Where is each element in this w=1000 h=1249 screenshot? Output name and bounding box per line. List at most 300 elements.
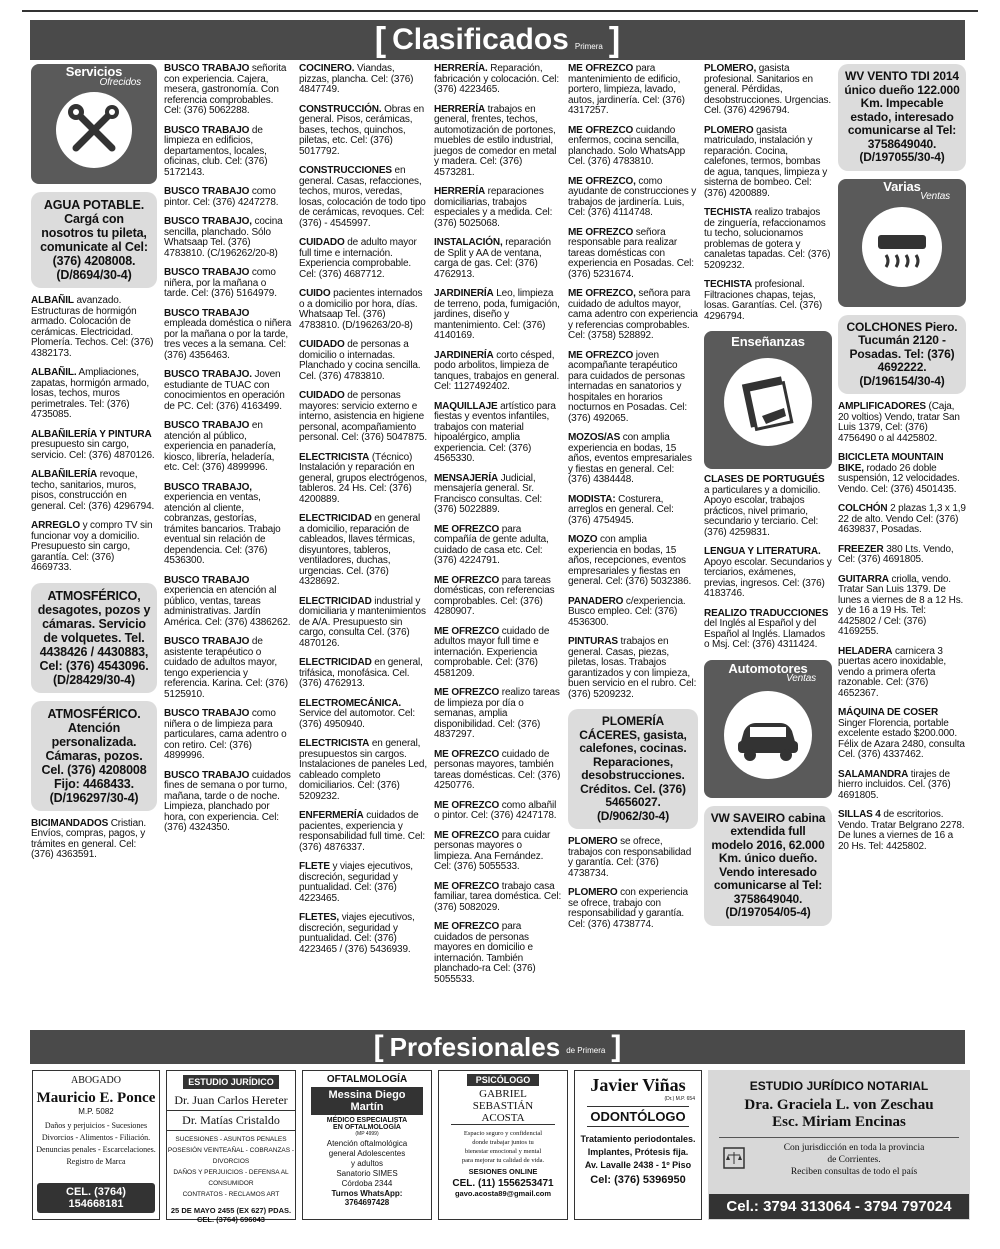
ad-text: de asistente terapéutico o cuidado de adultos mayor, tengo experiencia y referencia. Karina. Cel: (376) 5125910.: [164, 636, 288, 700]
classified-ad: [568, 177, 698, 219]
classified-ad: [434, 402, 562, 465]
ad-keyword: FLETE: [299, 861, 330, 872]
card-lines: Tratamiento periodontales. Implantes, Prótesis fija. Av. Lavalle 2438 - 1º Piso: [580, 1134, 696, 1170]
classified-ad: [838, 770, 966, 802]
classified-ad: [31, 430, 157, 462]
classified-ad: [434, 882, 562, 914]
ad-keyword: ME OFREZCO: [568, 226, 634, 238]
ad-keyword: CUIDO: [299, 288, 331, 299]
ad-text: del Inglés al Español y del Español al Inglés. Llamados o Msj. Cel: (376) 4311424.: [704, 618, 826, 650]
ad-keyword: PANADERO: [568, 595, 624, 607]
ad-text: empleada doméstica o niñera por la mañana o por la tarde, tres veces a la semana. Cel: (376) 4356463.: [164, 318, 292, 361]
ad-text: Costurera, arreglos en general. Cel: (376) 4754945.: [568, 493, 674, 526]
ad-keyword: ALBAÑILERÍA: [31, 469, 98, 480]
ad-keyword: HERRERÍA: [434, 186, 486, 197]
ad-keyword: TECHISTA: [704, 207, 753, 218]
card-heading: ABOGADO: [71, 1075, 121, 1086]
car-icon: [704, 689, 832, 781]
ad-text: a particulares y a domicilio. Apoyo escolar, trabajos prácticos, nivel primario, secundario y terciario. Cel: (376) 4259831.: [704, 484, 821, 538]
ad-keyword: MÁQUINA DE COSER: [838, 707, 939, 718]
profesionales-banner: [ Profesionales de Primera ]: [30, 1030, 965, 1064]
classified-ad: [434, 474, 562, 516]
ad-text: como niñera o de limpieza para particulares, cama adentro o con retiro. Cel: (376) 4899996.: [164, 708, 287, 761]
ad-text: rodado 26 doble suspensión, 12 velocidades. Vendo. Cel: (376) 4501435.: [838, 462, 960, 495]
card-mp: (MP 4999): [355, 1131, 379, 1137]
classified-ad: [568, 433, 698, 486]
ad-keyword: BUSCO TRABAJO: [164, 636, 250, 647]
classified-ad: [434, 289, 562, 342]
ad-text: revoque, techo, sanitarios, muros, pisos, construcción en general. Cel: (376) 4296794.: [31, 469, 155, 512]
card-phone: 3764697428: [344, 1198, 390, 1207]
ad-keyword: MAQUILLAJE: [434, 400, 498, 412]
section-title: Automotores: [728, 660, 808, 676]
classified-ad: [704, 64, 832, 117]
ad-text: para compañía de gente adulta, cuidado de casa etc. Cel: (376) 4224791.: [434, 523, 549, 566]
classified-ad: [299, 64, 427, 96]
classified-ad: [838, 453, 966, 495]
tools-icon: [31, 90, 157, 170]
ad-keyword: ME OFREZCO: [434, 799, 500, 811]
ad-keyword: PINTURAS: [568, 636, 618, 647]
classified-ad: [838, 545, 966, 566]
card-lines: Con jurisdicción en toda la provincia de Corrientes. Reciben consultas de todo el país: [783, 1143, 925, 1177]
ad-text: de personas a domicilio o internadas. Planchado y cocina sencilla. Cel. (376) 4783810.: [299, 339, 421, 382]
classified-ad: [568, 597, 698, 629]
card-mp: M.P. 5082: [78, 1107, 114, 1116]
card-footer: CEL. (3764) 154668181: [37, 1183, 155, 1213]
classified-ad: [299, 340, 427, 382]
ad-keyword: PLOMERO: [704, 124, 754, 136]
ad-keyword: ME OFREZCO: [434, 687, 500, 698]
classified-ad: [164, 483, 292, 567]
classified-ad: [704, 280, 832, 322]
ad-box-colchones-piero: COLCHONES Piero. Tucumán 2120 - Posadas. Tel: (376) 4692222. (D/196154/30-4): [838, 315, 966, 395]
ad-keyword: CUIDADO: [299, 390, 345, 401]
ad-keyword: BUSCO TRABAJO: [164, 267, 250, 278]
classified-ad: [299, 913, 427, 955]
card-name: Dr. Matías Cristaldo: [167, 1113, 295, 1131]
ad-box-plomeria-caceres: PLOMERÍA CÁCERES, gasista, calefones, cocinas. Reparaciones, desobstrucciones. Créditos. Cel. (376) 54656027. (D/9062/30-4): [568, 709, 698, 829]
ad-keyword: ME OFREZCO: [434, 829, 500, 841]
ad-text: gasista profesional. Sanitarios en general. Pérdidas, desobstrucciones. Urgencias. Cel. (376) 4296794.: [704, 63, 831, 116]
ad-box-vw-saveiro: VW SAVEIRO cabina extendida full modelo 2016, 62.000 Km. único dueño. Vendo interesado comunicarse al Tel: 3758649040. (D/197054/05-4): [704, 806, 832, 926]
classified-ad: [164, 771, 292, 834]
classified-ad: [164, 370, 292, 412]
ad-keyword: CLASES DE PORTUGUÉS: [704, 474, 825, 485]
ad-keyword: HERRERÍA: [434, 103, 486, 115]
ad-text: cuidado de adultos mayor full time e internación. Experiencia comprobable. Cel: (376) 4581209.: [434, 625, 550, 679]
classified-ad: [568, 495, 698, 527]
ad-text: para tareas domésticas, con referencias comprobables. Cel: (376) 4280907.: [434, 574, 555, 617]
ad-text: Obras en general. Pisos, cerámicas, bases, techos, quinchos, piletas, etc. Cel: (376) 5017792.: [299, 103, 425, 157]
classified-ad: [164, 217, 292, 259]
ensenanzas-section-header: [704, 331, 832, 469]
classified-ad: [31, 819, 157, 861]
ad-text: realizo tareas de limpieza por día o semanas, amplia disponibilidad. Cel: (376) 4837297.: [434, 687, 560, 740]
ad-keyword: ALBAÑIL.: [31, 367, 77, 378]
card-email: gavo.acosta89@gmail.com: [454, 1189, 552, 1198]
ad-text: presupuesto sin cargo, servicio. Cel: (376) 4870126.: [31, 439, 155, 461]
card-address: 25 DE MAYO 2455 (EX 627) PDAS.: [170, 1206, 292, 1215]
card-name: Dr. Juan Carlos Hereter: [167, 1093, 295, 1111]
ad-text: 2 plazas 1,3 x 1,9 22 de alto. Vendo Cel: (376) 4639837, Posadas.: [838, 503, 966, 535]
classified-ad: [31, 470, 157, 512]
ad-keyword: ALBAÑIL: [31, 295, 74, 306]
ad-keyword: ME OFREZCO: [568, 124, 634, 136]
ad-text: para cuidados de personas mayores en domicilio e internación. También planchado-ra Cel: (376) 5055533.: [434, 921, 536, 985]
classified-ad: [838, 504, 966, 536]
ad-keyword: ELECTRICIDAD: [299, 595, 372, 607]
ad-keyword: ALBAÑILERÍA Y PINTURA: [31, 428, 152, 440]
ad-text: señorita con experiencia. Cajera, mesera, gastronomía. Con referencia comprobables. Cel: (376) 5062288.: [164, 63, 287, 116]
ad-keyword: MOZOS/AS: [568, 432, 621, 443]
ad-keyword: BICIMANDADOS: [31, 817, 109, 829]
ad-text: cuidado de personas mayores, también tareas domésticas. Cel: (376) 4250776.: [434, 748, 561, 791]
classified-ad: [838, 575, 966, 638]
ad-keyword: PLOMERO,: [704, 63, 757, 74]
ad-text: Apoyo escolar. Secundarios y terciarios, exámenes, previas, ingresos. Cel: (376) 4183746.: [704, 556, 832, 599]
classified-ad: [164, 187, 292, 208]
column-2: [164, 64, 292, 843]
ad-keyword: ELECTRICIDAD: [299, 657, 372, 668]
ad-keyword: ME OFREZCO: [434, 748, 500, 760]
ad-keyword: GUITARRA: [838, 573, 889, 585]
ad-text: como pintor. Cel: (376) 4247278.: [164, 186, 279, 208]
heater-icon: [838, 205, 966, 289]
ad-keyword: FREEZER: [838, 543, 884, 555]
classified-ad: [434, 831, 562, 873]
ad-keyword: CUIDADO: [299, 237, 345, 248]
classified-ad: [434, 187, 562, 229]
ad-keyword: COCINERO.: [299, 63, 355, 74]
ad-keyword: CONSTRUCCIÓN.: [299, 103, 382, 115]
ad-keyword: ME OFREZCO: [434, 921, 500, 932]
classified-ad: [164, 637, 292, 700]
ad-keyword: JARDINERÍA: [434, 288, 494, 299]
ad-text: profesional. Filtraciones chapas, tejas, losas. Garantías. Cel. (376) 4296794.: [704, 279, 823, 322]
ad-list: [838, 402, 966, 852]
classified-ad: [434, 922, 562, 985]
ad-keyword: JARDINERÍA: [434, 349, 494, 361]
classified-ad: [838, 810, 966, 852]
ad-keyword: BUSCO TRABAJO: [164, 63, 250, 74]
ad-text: de personas mayores: servicio externo e interno, asistencia en higiene personal, acompañamiento personal. Cel: (376) 5047875.: [299, 390, 427, 443]
classified-ad: [434, 525, 562, 567]
ad-keyword: MENSAJERÍA: [434, 472, 499, 484]
classified-ad: [838, 647, 966, 700]
ad-keyword: ME OFREZCO,: [568, 175, 636, 187]
classified-ad: [164, 421, 292, 474]
card-phone: CEL. (11) 1556253471: [452, 1178, 554, 1189]
column-6: [704, 64, 832, 934]
ad-keyword: ELECTROMECÁNICA.: [299, 697, 402, 709]
ad-list: [31, 819, 157, 861]
ad-text: Service del automotor. Cel: (376) 4950940.: [299, 708, 416, 730]
ad-text: reparación de Split y AA de ventana, carga de gas. Cel: (376) 4762913.: [434, 237, 551, 280]
ad-text: se ofrece, trabajos con responsabilidad y garantía. Cel: (376) 4738734.: [568, 836, 692, 879]
classified-ad: [838, 402, 966, 444]
card-psicologo: [438, 1070, 568, 1220]
classified-ad: [568, 289, 698, 342]
ad-keyword: BUSCO TRABAJO.: [164, 369, 252, 380]
ad-keyword: BUSCO TRABAJO,: [164, 216, 252, 227]
ad-list: [704, 64, 832, 322]
section-subtitle: de Primera: [566, 1046, 606, 1055]
ad-text: Singer Florencia, portable excelente estado $200.000. Félix de Azara 2480, consulta Cel. (376) 4337462.: [838, 717, 965, 760]
ad-keyword: ME OFREZCO: [434, 574, 500, 586]
ad-text: en general, trifásica, monofásica. Cel. (376) 4762913.: [299, 657, 423, 689]
ad-text: Ampliaciones, zapatas, hormigón armado, losas, techos, muros perimetrales. Tel: (376) 4735085.: [31, 367, 149, 420]
card-odontologo: [574, 1070, 702, 1220]
classified-ad: [299, 862, 427, 904]
ad-keyword: AMPLIFICADORES: [838, 401, 926, 412]
ad-list: [31, 296, 157, 574]
section-subtitle: Ofrecidos: [99, 76, 141, 88]
card-estudio-juridico: [166, 1070, 296, 1224]
ad-keyword: BICICLETA MOUNTAIN BIKE,: [838, 452, 944, 474]
ad-text: en atención al público, experiencia en panadería, kiosco, librería, heladería, etc. Cel: (376) 4899996.: [164, 420, 276, 473]
ad-text: cocina sencilla, planchado. Sólo Whatsaap Tel. (376) 4783810. (C/196262/20-8): [164, 216, 283, 259]
ad-box-vw-vento: WV VENTO TDI 2014 único dueño 122.000 Km. Impecable estado, interesado comunicarse al Tel: 3758649040. (D/197055/30-4): [838, 64, 966, 171]
column-1: [31, 64, 157, 870]
page-title: Clasificados: [392, 23, 569, 56]
ad-text: experiencia en ventas, atención al cliente, cobranzas, gestorías, trámites bancarios. Trabajo eventual sin relación de dependencia. Cel: (376) 4536300.: [164, 492, 281, 566]
ad-keyword: TECHISTA: [704, 279, 753, 290]
section-title: Profesionales: [389, 1031, 561, 1062]
classified-ad: [704, 609, 832, 651]
classified-ad: [568, 535, 698, 588]
classified-ad: [704, 547, 832, 600]
section-title: Enseñanzas: [731, 334, 805, 349]
ad-keyword: HERRERÍA.: [434, 63, 488, 74]
ad-keyword: CUIDADO: [299, 339, 345, 350]
professional-cards: [30, 1070, 970, 1235]
card-estudio-notarial: [708, 1070, 970, 1220]
classified-ad: [568, 637, 698, 700]
card-specialty: EN OFTALMOLOGÍA: [333, 1124, 401, 1131]
ad-text: Judicial, mensajería general. Sr. Francisco consultas. Cel: (376) 5022889.: [434, 472, 542, 515]
classified-ad: [299, 597, 427, 650]
ad-keyword: ARREGLO: [31, 520, 80, 531]
section-subtitle: Ventas: [920, 191, 950, 202]
ad-keyword: ME OFREZCO: [434, 880, 500, 892]
ad-text: trabajos en general, frentes, techos, automotización de portones, muebles de estilo industrial, juegos de comedor en metal y madera. Cel: (376) 4573281.: [434, 103, 557, 178]
ad-keyword: BUSCO TRABAJO,: [164, 481, 252, 493]
ad-text: Reparación, fabricación y colocación. Cel: (376) 4223465.: [434, 63, 560, 95]
classified-ad: [434, 801, 562, 822]
ad-keyword: BUSCO TRABAJO: [164, 769, 250, 781]
card-name: Esc. Miriam Encinas: [772, 1114, 906, 1130]
ad-keyword: MODISTA:: [568, 493, 616, 505]
ad-keyword: BUSCO TRABAJO: [164, 307, 250, 319]
classified-ad: [299, 658, 427, 690]
card-specialty: MÉDICO ESPECIALISTA: [326, 1117, 408, 1124]
ad-text: trabajos en general. Casas, piezas, piletas, losas. Trabajos garantizados y con limpieza, buen servicio en el rubro. Cel: (376) 5209232.: [568, 636, 697, 700]
ad-keyword: HELADERA: [838, 645, 893, 657]
classified-ad: [299, 514, 427, 588]
ad-keyword: CONSTRUCCIONES: [299, 165, 392, 176]
ad-text: (Técnico) Instalación y reparación en general, grupos electrógenos, tableros. 24 Hs. Cel: (376) 4200889.: [299, 451, 427, 505]
classified-ad: [299, 289, 427, 331]
automotores-section-header: [704, 660, 832, 798]
ad-text: tirajes de hierro incluidos. Cel. (376) 4691805.: [838, 768, 951, 801]
classified-ad: [434, 64, 562, 96]
ad-text: (Caja, 20 voltios) Vendo, tratar San Luis 1379, Cel: (376) 4756490 o al 4425802.: [838, 401, 960, 444]
classified-ad: [31, 521, 157, 574]
classified-ad: [164, 64, 292, 117]
classified-ad: [568, 64, 698, 117]
classified-ad: [434, 627, 562, 680]
ad-text: experiencia en atención al público, ventas, tareas administrativas. Jardín América. Cel: (376) 4386262.: [164, 585, 291, 628]
card-abogado: [32, 1070, 160, 1220]
ad-box-atmosferico-1: ATMOSFÉRICO, desagotes, pozos y cámaras. Servicio de volquetes. Tel. 4438426 / 4430883, Cel: (376) 4543096. (D/28429/30-4): [31, 583, 157, 693]
classified-ad: [299, 238, 427, 280]
ad-keyword: ME OFREZCO: [568, 349, 634, 361]
ad-keyword: LENGUA Y LITERATURA.: [704, 546, 821, 557]
ad-text: reparaciones domiciliarias, trabajos especiales y a medida. Cel: (376) 5025068.: [434, 186, 553, 229]
classified-ad: [568, 351, 698, 425]
ad-text: como niñera, por la mañana o tarde. Cel: (376) 5164979.: [164, 267, 277, 299]
ad-text: corto césped, podo arbolitos, limpieza de tanques, trabajos en general. Cel: 1127492402.: [434, 349, 560, 392]
classified-ad: [299, 453, 427, 506]
column-5: [568, 64, 698, 939]
top-rule: [22, 10, 978, 12]
ad-text: c/experiencia. Busco empleo. Cel: (376) 4536300.: [568, 595, 686, 628]
varias-section-header: [838, 179, 966, 307]
ad-keyword: SILLAS 4: [838, 809, 881, 820]
ad-text: señora para cuidado de adultos mayor, cama adentro con experiencia y referencias comprobables. Cel: (3758) 528892.: [568, 288, 698, 341]
ad-keyword: PLOMERO: [568, 887, 618, 898]
ad-text: de escritorios. Vendo. Tratar Belgrano 2278. De lunes a viernes de 16 a 20 Hs. Tel: 4425802.: [838, 809, 965, 852]
card-lines: SUCESIONES - ASUNTOS PENALES POSESIÓN VEINTEAÑAL - COBRANZAS - DIVORCIOS DAÑOS Y PERJUICIOS - DEFENSA AL CONSUMIDOR CONTRATOS - RECLAMOS ART: [167, 1136, 295, 1198]
ad-text: señora responsable para realizar tareas domésticas con experiencia en Posadas. Cel: (376) 5231674.: [568, 226, 694, 280]
ad-text: de limpieza en edificios, departamentos, locales, oficinas, club. Cel: (376) 5172143.: [164, 124, 268, 178]
ad-keyword: BUSCO TRABAJO: [164, 708, 250, 719]
card-specialty: ODONTÓLOGO: [587, 1106, 689, 1127]
ad-keyword: SALAMANDRA: [838, 768, 909, 780]
classified-ad: [164, 268, 292, 300]
classified-ad: [704, 208, 832, 271]
ad-text: con experiencia se ofrece, trabajo con responsabilidad y garantía. Cel: (376) 4738774.: [568, 887, 688, 930]
ad-text: joven acompañante terapéutico para cuidados de personas internadas en sanatorios y hospitales en horarios nocturnos en Posadas. Cel: (376) 492065.: [568, 349, 687, 424]
ad-keyword: ME OFREZCO,: [568, 288, 636, 299]
classified-ad: [434, 688, 562, 741]
ad-keyword: ENFERMERÍA: [299, 810, 364, 821]
ad-box-atmosferico-2: ATMOSFÉRICO. Atención personalizada. Cámaras, pozos. Cel. (376) 4208008 Fijo: 4468433. (D/196297/30-4): [31, 701, 157, 811]
card-lines: Espacio seguro y confidencial donde trabajar juntos tu bienestar emocional y mental para mejorar tu calidad de vida.: [461, 1130, 545, 1164]
card-name: Javier Viñas: [590, 1075, 686, 1095]
card-name: Dra. Graciela L. von Zeschau: [744, 1097, 934, 1113]
ad-text: cuidando enfermos, cocina sencilla, planchado. Solo WhatsApp Cel. (376) 4783810.: [568, 124, 686, 167]
classified-ad: [299, 105, 427, 158]
ad-keyword: INSTALACIÓN,: [434, 237, 503, 248]
section-title: Varias: [883, 178, 921, 194]
ad-text: gasista matriculado, instalación y reparación. Cocina, calefones, termos, bombas de agua, tanques, limpieza y sisterna de bombeo. Cel: (376) 4200889.: [704, 124, 828, 199]
ad-text: de adulto mayor full time e internación. Experiencia comprobable. Cel: (376) 4687712.: [299, 237, 417, 280]
ad-keyword: BUSCO TRABAJO: [164, 574, 250, 586]
classified-ad: [568, 837, 698, 879]
card-mp: (Dr.) M.P. 654: [664, 1096, 695, 1102]
card-heading: ESTUDIO JURÍDICO: [183, 1075, 279, 1089]
ad-text: en general, presupuestos sin cargos. Instalaciones de paneles Led, cableado completo domiciliarios. Cel: (376) 5209232.: [299, 738, 427, 802]
section-subtitle: Ventas: [786, 673, 816, 684]
ad-text: pacientes internados o a domicilio por hora, días. Whatsaap Tel. (376) 4783810. (D/196263/20-8): [299, 288, 423, 331]
ad-text: en general a domicilio, reparación de cableados, llaves térmicas, disyuntores, tableros, ventiladores, duchas, urgencias. Cel. (376) 4328692.: [299, 513, 421, 587]
card-name: Mauricio E. Ponce: [36, 1090, 156, 1106]
classified-ad: [299, 699, 427, 731]
column-7: [838, 64, 966, 861]
ad-text: criolla, vendo. Tratar San Luis 1379. De lunes a viernes de 8 a 12 Hs. y de 16 a 19 Hs. Tel: 4425802 / Cel: (376) 4169255.: [838, 573, 964, 637]
ad-text: como ayudante de construcciones y trabajos de jardinería. Luis, Cel: (376) 4114748.: [568, 175, 697, 218]
ad-text: Leo, limpieza de terreno, poda, fumigación, jardines, diseño y mantenimiento. Cel: (376) 4140169.: [434, 288, 560, 341]
ad-text: artístico para fiestas y eventos infantiles, trabajos con material hipoalérgico, amplia experiencia. Cel: (376) 4565330.: [434, 400, 556, 464]
card-heading: OFTALMOLOGÍA: [326, 1074, 408, 1085]
card-lines: Atención oftalmológica general Adolescentes y adultos Sanatorio SIMES Córdoba 2344: [326, 1139, 408, 1188]
card-phone: CEL. (3764) 696043: [197, 1215, 265, 1224]
classified-ad: [299, 739, 427, 802]
card-oftalmologia: [302, 1070, 432, 1220]
classified-ad: [838, 708, 966, 761]
ad-text: avanzado. Estructuras de hormigón armado. Colocación de cerámicas. Electricidad. Plomería. Techos. Cel: (376) 4382173.: [31, 295, 154, 359]
classified-ad: [568, 888, 698, 930]
ad-text: Cristian. Envíos, compras, pagos, y trámites en general. Cel: (376) 4363591.: [31, 817, 147, 860]
ad-text: industrial y domiciliaria y mantenimientos de A/A. Presupuesto sin cargo, consulta Cel. (376) 4870126.: [299, 595, 426, 649]
ad-keyword: ELECTRICISTA: [299, 451, 370, 463]
ad-keyword: ELECTRICISTA: [299, 738, 370, 749]
classified-ad: [434, 351, 562, 393]
ad-keyword: MOZO: [568, 534, 598, 545]
ad-keyword: BUSCO TRABAJO: [164, 420, 250, 431]
ad-text: viajes ejecutivos, discreción, seguridad y puntualidad. Cel: (376) 4223465 / (376) 5436939.: [299, 912, 415, 955]
book-icon: [704, 356, 832, 448]
ad-text: como albañil o pintor. Cel: (376) 4247178.: [434, 799, 557, 821]
card-whatsapp-label: Turnos WhatsApp:: [331, 1189, 403, 1198]
classified-ad: [31, 296, 157, 359]
classified-ad: [164, 576, 292, 629]
ad-keyword: BUSCO TRABAJO: [164, 124, 250, 136]
ad-list: [704, 475, 832, 651]
ad-text: con amplia experiencia en bodas, 15 años, eventos empresariales y fiestas en general. Cel: (376) 4384448.: [568, 432, 692, 485]
classified-ad: [568, 126, 698, 168]
ad-text: para cuidar personas mayores o limpieza. Ana Fernández. Cel: (376) 5055533.: [434, 829, 551, 872]
classified-ad: [164, 309, 292, 362]
ad-box-agua-potable: AGUA POTABLE. Cargá con nosotros tu pileta, comunicate al Cel: (376) 4208008. (D/8694/30-4): [31, 192, 157, 288]
ad-keyword: ME OFREZCO: [434, 625, 500, 637]
ad-keyword: COLCHÓN: [838, 503, 888, 514]
ad-text: Joven estudiante de TUAC con conocimientos en operación de PC. Cel: (376) 4163499.: [164, 369, 285, 412]
classified-ad: [164, 709, 292, 762]
ad-keyword: ME OFREZCO: [434, 523, 500, 535]
card-heading: ESTUDIO JURÍDICO NOTARIAL: [749, 1079, 929, 1093]
ad-text: con amplia experiencia en bodas, 15 años, recepciones, eventos empresariales y fiestas en general. Cel: (376) 5032386.: [568, 534, 692, 587]
classified-ad: [299, 811, 427, 853]
classified-ad: [704, 475, 832, 538]
classified-ad: [31, 368, 157, 421]
ad-text: cuidados fines de semana o por turno, mañana, tarde o de noche. Limpieza, planchado por hora, con experiencia. Cel: (376) 4324350.: [164, 769, 291, 833]
classified-ad: [704, 126, 832, 200]
classified-ad: [299, 166, 427, 229]
ad-keyword: BUSCO TRABAJO: [164, 186, 250, 197]
classified-ad: [434, 576, 562, 618]
ad-keyword: PLOMERO: [568, 836, 618, 847]
ad-list: [568, 837, 698, 930]
clasificados-banner: [ Clasificados Primera ]: [30, 20, 965, 60]
classified-ad: [434, 105, 562, 179]
ad-text: para mantenimiento de edificio, portero, limpieza, lavado, autos, jardinería. Cel: (376) 4317257.: [568, 63, 685, 116]
classified-ad: [299, 391, 427, 444]
card-sessions: SESIONES ONLINE: [468, 1167, 538, 1176]
classified-ad: [164, 126, 292, 179]
